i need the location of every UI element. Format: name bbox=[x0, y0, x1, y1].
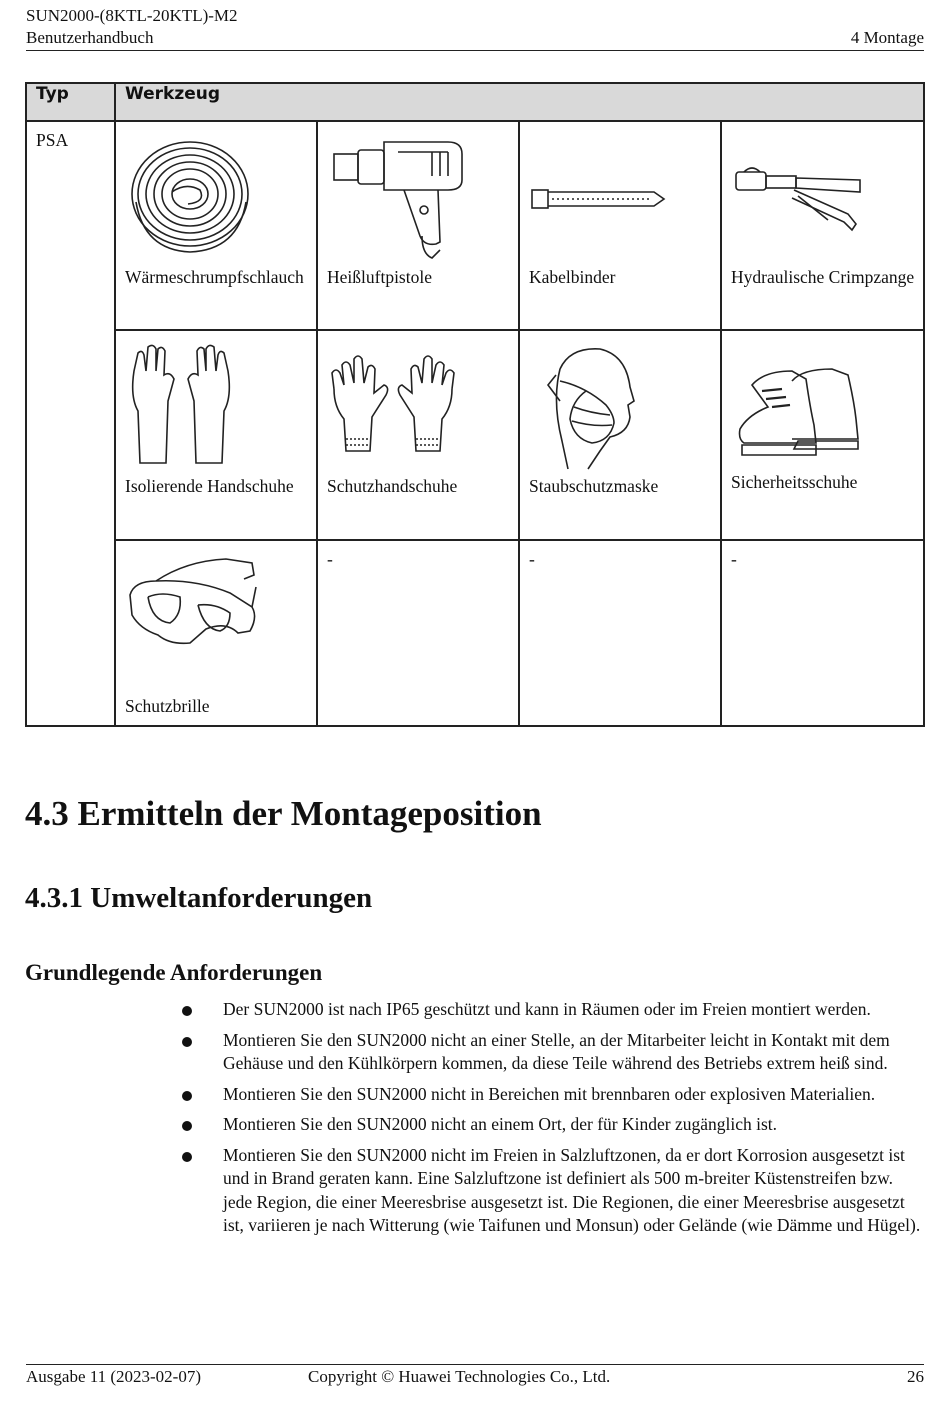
empty-dash: - bbox=[529, 549, 535, 569]
empty-dash: - bbox=[731, 549, 737, 569]
list-item-text: Montieren Sie den SUN2000 nicht an einem Ort, der für Kinder zugänglich ist. bbox=[223, 1114, 778, 1134]
cable-tie-icon bbox=[530, 132, 670, 262]
safety-goggles-icon bbox=[126, 551, 266, 651]
tool-label: Sicherheitsschuhe bbox=[731, 472, 858, 492]
tool-cell bbox=[519, 121, 721, 330]
tool-cell bbox=[115, 330, 317, 540]
empty-cell bbox=[721, 540, 924, 726]
list-item bbox=[176, 1113, 921, 1137]
page-number: 26 bbox=[907, 1367, 924, 1386]
tool-label: Heißluftpistole bbox=[327, 267, 432, 287]
tools-table bbox=[25, 82, 925, 727]
copyright-label: Copyright © Huawei Technologies Co., Ltd. bbox=[308, 1367, 611, 1386]
empty-cell bbox=[317, 540, 519, 726]
heat-shrink-tube-icon bbox=[126, 132, 256, 262]
list-item-text: Montieren Sie den SUN2000 nicht im Freien in Salzluftzonen, da er dort Korrosion ausgesetzt ist und in Brand geraten kann. Eine Salzluftzone ist definiert als 500 m-breiter Küstenstreifen bzw. jede Region, die einer Meeresbrise ausgesetzt ist. Die Regionen, die einer Meeresbrise ausgesetzt ist, variieren je nach Witterung (wie Taifunen und Monsun) oder Gelände (wie Dämme und Hügel). bbox=[223, 1144, 921, 1235]
column-header-typ: Typ bbox=[26, 83, 115, 121]
tool-label: Schutzbrille bbox=[125, 696, 210, 716]
protective-gloves-icon bbox=[328, 341, 458, 469]
list-item bbox=[176, 1029, 921, 1076]
doc-title: SUN2000-(8KTL-20KTL)-M2 bbox=[26, 6, 238, 25]
chapter-label: 4 Montage bbox=[850, 28, 924, 47]
tool-cell bbox=[115, 121, 317, 330]
tool-label: Staubschutzmaske bbox=[529, 476, 659, 496]
list-item-text: Der SUN2000 ist nach IP65 geschützt und kann in Räumen oder im Freien montiert werden. bbox=[223, 999, 871, 1019]
tool-label: Wärmeschrumpfschlauch bbox=[125, 267, 304, 287]
heat-gun-icon bbox=[328, 132, 478, 262]
bullet-icon bbox=[182, 1152, 192, 1162]
tool-cell bbox=[115, 540, 317, 726]
doc-subtitle: Benutzerhandbuch bbox=[26, 28, 154, 47]
subsection-heading: 4.3.1 Umweltanforderungen bbox=[25, 882, 373, 914]
list-item-text: Montieren Sie den SUN2000 nicht an einer Stelle, an der Mitarbeiter leicht in Kontakt mit dem Gehäuse und den Kühlkörpern kommen, da diese Teile während des Betriebs extrem heiß sind. bbox=[223, 1029, 890, 1073]
sub-subsection-heading: Grundlegende Anforderungen bbox=[25, 960, 323, 985]
tool-cell bbox=[721, 330, 924, 540]
footer-divider bbox=[26, 1364, 924, 1365]
page-header bbox=[26, 5, 238, 49]
insulated-gloves-icon bbox=[126, 341, 236, 469]
table-header-row bbox=[26, 83, 924, 121]
safety-boots-icon bbox=[732, 341, 872, 469]
tool-label: Kabelbinder bbox=[529, 267, 616, 287]
tool-label: Isolierende Handschuhe bbox=[125, 476, 294, 496]
typ-cell: PSA bbox=[26, 121, 115, 726]
list-item bbox=[176, 998, 921, 1022]
tool-label: Hydraulische Crimpzange bbox=[731, 267, 915, 287]
requirements-list bbox=[176, 998, 921, 1245]
tool-cell bbox=[721, 121, 924, 330]
tool-cell bbox=[317, 121, 519, 330]
list-item-text: Montieren Sie den SUN2000 nicht in Bereichen mit brennbaren oder explosiven Materialien. bbox=[223, 1083, 876, 1104]
tool-cell bbox=[317, 330, 519, 540]
tool-label: Schutzhandschuhe bbox=[327, 476, 458, 496]
empty-cell bbox=[519, 540, 721, 726]
edition-label: Ausgabe 11 (2023-02-07) bbox=[26, 1367, 201, 1386]
bullet-icon bbox=[182, 1037, 192, 1047]
hydraulic-crimper-icon bbox=[732, 132, 882, 262]
header-divider bbox=[26, 50, 924, 51]
column-header-werkzeug: Werkzeug bbox=[115, 83, 924, 121]
tool-cell bbox=[519, 330, 721, 540]
list-item bbox=[176, 1144, 921, 1238]
list-item bbox=[176, 1083, 921, 1107]
bullet-icon bbox=[182, 1121, 192, 1131]
empty-dash: - bbox=[327, 549, 333, 569]
dust-mask-icon bbox=[530, 341, 650, 471]
bullet-icon bbox=[182, 1006, 192, 1016]
section-heading: 4.3 Ermitteln der Montageposition bbox=[25, 794, 542, 833]
bullet-icon bbox=[182, 1091, 192, 1101]
